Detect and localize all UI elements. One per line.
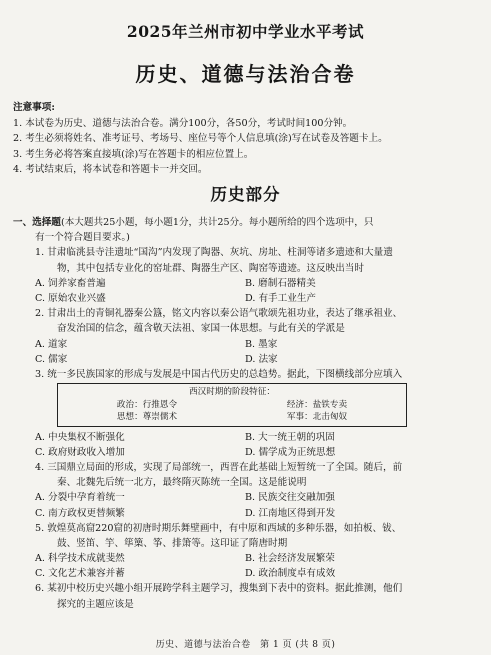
note-item: 3. 考生务必将答案直接填(涂)写在答题卡的相应位置上。 [13, 148, 254, 160]
questions-body [13, 215, 487, 612]
question-3-figure-box [57, 383, 407, 427]
question-3-options [13, 445, 487, 460]
option-b: B. 墨家 [245, 338, 278, 350]
option-a: A. 道家 [35, 338, 68, 350]
part-instructions: (本大题共25小题，每小题1分，共计25分。每小题所给的四个选项中，只 [60, 217, 374, 228]
question-1-line: 物，其中包括专业化的窑址群、陶器生产区、陶窑等遗迹。这反映出当时 [57, 262, 364, 274]
box-row [62, 399, 402, 412]
page-footer: 历史、道德与法治合卷 第 1 页 (共 8 页) [155, 640, 336, 650]
option-a: A. 分裂中孕育着统一 [35, 492, 125, 504]
question-5-options [13, 551, 487, 566]
part-instructions-cont: 有一个符合题目要求。) [35, 232, 130, 244]
note-item: 2. 考生必须将姓名、准考证号、考场号、座位号等个人信息填(涂)写在试卷及答题卡上。 [13, 133, 388, 145]
question-1-line: 1. 甘肃临洮县寺洼遗址“国沟”内发现了陶器、灰坑、房址、柱洞等诸多遗迹和大量遗 [35, 247, 393, 259]
option-b: B. 民族交往交融加强 [245, 492, 335, 504]
option-c: C. 文化艺术兼容并蓄 [35, 568, 125, 580]
option-c: C. 儒家 [35, 353, 68, 365]
option-a: A. 中央集权不断强化 [35, 431, 125, 443]
option-c: C. 政府财政收入增加 [35, 446, 125, 458]
option-a: A. 科学技术成就斐然 [35, 553, 125, 565]
question-5-options [13, 566, 487, 581]
exam-title: 2025年兰州市初中学业水平考试 [126, 22, 365, 41]
option-d: D. 法家 [245, 353, 278, 365]
part-heading [13, 215, 487, 230]
option-d: D. 儒学成为正统思想 [245, 446, 336, 458]
option-a: A. 饲养家畜普遍 [35, 277, 106, 289]
question-5-line: 5. 敦煌莫高窟220窟的初唐时期乐舞壁画中，有中原和西域的多种乐器，如拍板、钹、 [35, 522, 402, 534]
question-1-options [13, 291, 487, 306]
note-item: 1. 本试卷为历史、道德与法治合卷。满分100分，各50分，考试时间100分钟。 [13, 117, 353, 129]
question-6-line: 6. 某初中校历史兴趣小组开展跨学科主题学习，搜集到下表中的资料。据此推测，他们 [35, 583, 403, 595]
question-4-options [13, 490, 487, 505]
option-d: D. 政治制度卓有成效 [245, 568, 336, 580]
question-1-options [13, 276, 487, 291]
question-3-line: 3. 统一多民族国家的形成与发展是中国古代历史的总趋势。据此，下图横线部分应填入 [35, 368, 403, 380]
box-cell-economy: 经济：盐铁专卖 [286, 399, 348, 410]
box-cell-politics: 政治：行推恩令 [116, 399, 178, 410]
option-b: B. 磨制石器精美 [245, 277, 316, 289]
exam-subtitle: 历史、道德与法治合卷 [135, 62, 356, 86]
part-label: 一、选择题 [13, 217, 61, 228]
question-2-line: 2. 甘肃出土的青铜礼器秦公簋，铭文内容以秦公语气歌颂先祖功业，表达了继承祖业、 [35, 308, 403, 320]
question-2-line: 奋发治国的信念，蕴含敬天法祖、家国一体思想。与此有关的学派是 [57, 323, 345, 335]
option-c: C. 南方政权更替频繁 [35, 507, 125, 519]
question-2-options [13, 352, 487, 367]
option-b: B. 社会经济发展繁荣 [245, 553, 335, 565]
question-3-options [13, 430, 487, 445]
question-4-line: 秦、北魏先后统一北方，最终隋灭陈统一全国。这是能说明 [57, 477, 307, 489]
box-row [62, 411, 402, 424]
option-d: D. 有手工业生产 [245, 292, 317, 304]
notes-heading: 注意事项: [13, 102, 55, 113]
option-c: C. 原始农业兴盛 [35, 292, 106, 304]
option-b: B. 大一统王朝的巩固 [245, 431, 335, 443]
option-d: D. 江南地区得到开发 [245, 507, 336, 519]
section-title: 历史部分 [210, 185, 281, 204]
question-2-options [13, 337, 487, 352]
question-4-line: 4. 三国鼎立局面的形成，实现了局部统一，西晋在此基础上短暂统一了全国。随后，前 [35, 461, 403, 473]
question-6-line: 探究的主题应该是 [57, 598, 134, 610]
question-5-line: 鼓、竖笛、竽、筚篥、筝、排箫等。这印证了隋唐时期 [57, 537, 288, 549]
box-cell-military: 军事：北击匈奴 [286, 412, 348, 423]
note-item: 4. 考试结束后，将本试卷和答题卡一并交回。 [13, 164, 208, 176]
box-title: 西汉时期的阶段特征： [189, 387, 275, 398]
question-4-options [13, 506, 487, 521]
notes-block [13, 100, 483, 178]
box-cell-thought: 思想：尊崇儒术 [116, 412, 178, 423]
